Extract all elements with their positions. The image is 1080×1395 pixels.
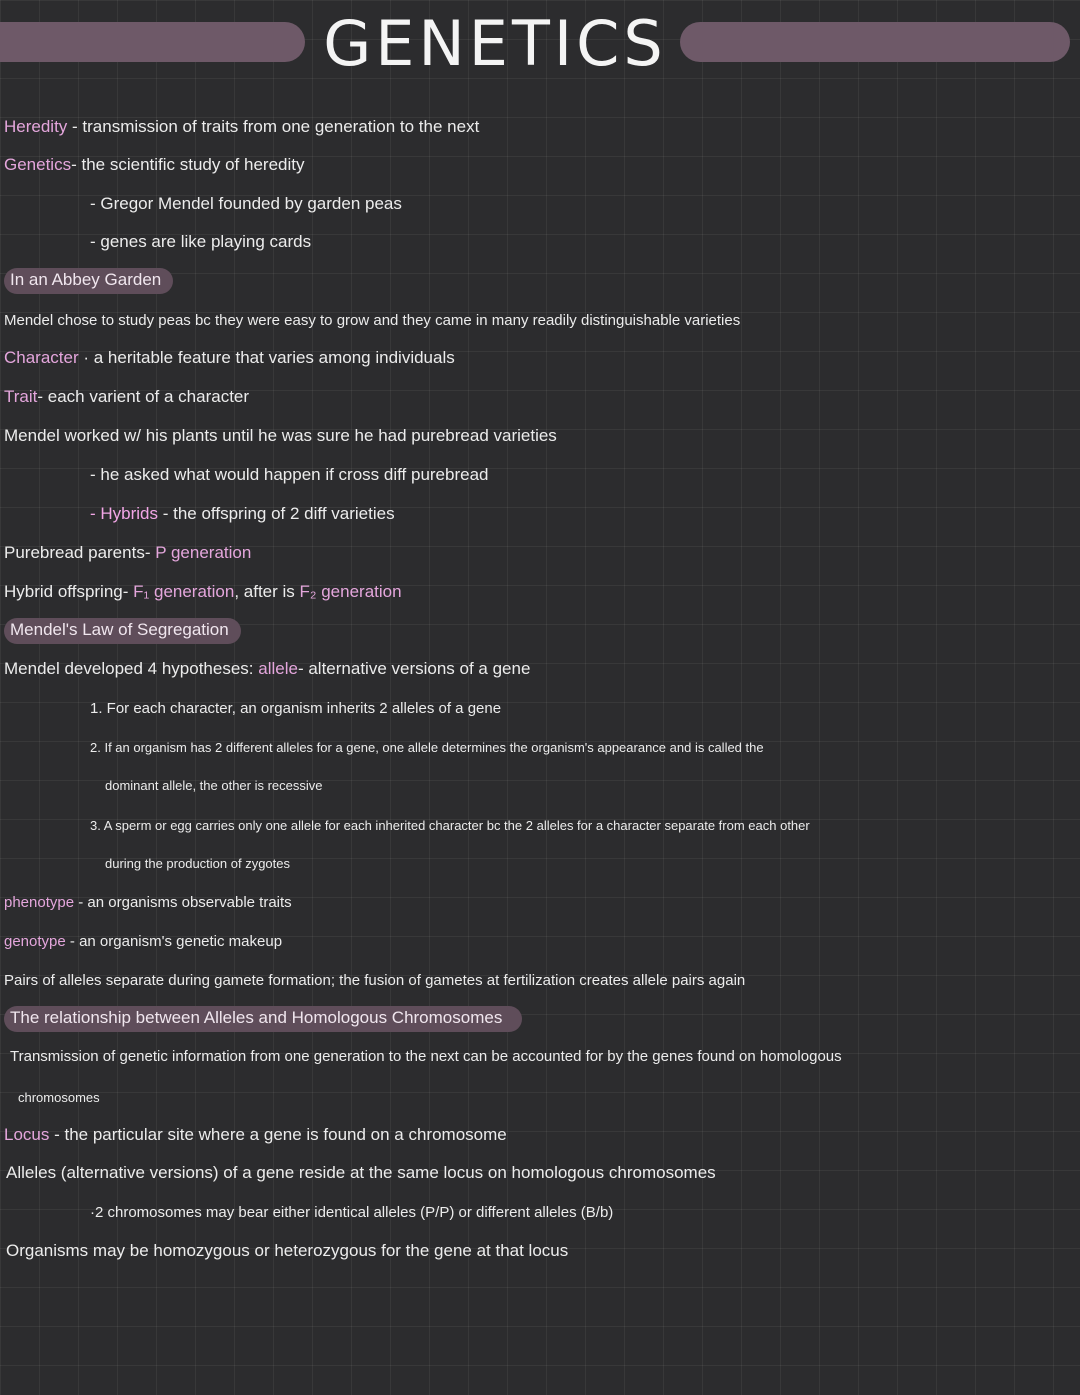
abbey-heading: In an Abbey Garden	[4, 268, 173, 294]
hypotheses-line	[4, 658, 530, 680]
phenotype-term: phenotype	[4, 894, 75, 911]
f1-generation-term: F₁ generation	[133, 582, 235, 601]
purebread-line	[4, 542, 251, 564]
abbey-heading-line	[4, 268, 173, 294]
heredity-line	[4, 116, 479, 138]
trait-term: Trait	[4, 387, 38, 406]
genetics-definition: - the scientific study of heredity	[71, 155, 305, 174]
phenotype-line	[4, 892, 292, 914]
title-banner-left	[0, 22, 305, 62]
hypotheses-text: Mendel developed 4 hypotheses:	[4, 659, 259, 678]
allele-term: allele	[258, 659, 298, 678]
segregation-heading: Mendel's Law of Segregation	[4, 618, 241, 644]
genotype-line	[4, 931, 282, 953]
he-asked-line: - he asked what would happen if cross diff purebread	[90, 465, 489, 484]
p-generation-term: P generation	[155, 543, 252, 562]
mendel-chose-line: Mendel chose to study peas bc they were easy to grow and they came in many readily distinguishable varieties	[4, 312, 741, 329]
mendel-worked-line: Mendel worked w/ his plants until he was sure he had purebread varieties	[4, 426, 557, 445]
transmission-line-b: chromosomes	[18, 1090, 100, 1105]
hybrids-definition: - the offspring of 2 diff varieties	[158, 504, 395, 523]
genetics-line	[4, 154, 304, 176]
segregation-heading-line	[4, 618, 241, 644]
purebread-text: Purebread parents-	[4, 543, 156, 562]
relationship-heading-line	[4, 1006, 522, 1032]
pairs-line: Pairs of alleles separate during gamete formation; the fusion of gametes at fertilization creates allele pairs again	[4, 972, 746, 989]
heredity-definition: - transmission of traits from one generation to the next	[67, 117, 480, 136]
page-title: GENETICS	[323, 7, 667, 80]
locus-term: Locus	[4, 1125, 50, 1144]
hybrids-line	[90, 503, 395, 525]
organisms-line: Organisms may be homozygous or heterozygous for the gene at that locus	[6, 1241, 569, 1260]
genetics-term: Genetics	[4, 155, 72, 174]
locus-definition: - the particular site where a gene is found on a chromosome	[49, 1125, 507, 1144]
character-term: Character	[4, 348, 79, 367]
relationship-heading: The relationship between Alleles and Homologous Chromosomes	[4, 1006, 522, 1032]
genotype-definition: - an organism's genetic makeup	[65, 933, 283, 950]
title-banner-right	[680, 22, 1070, 62]
hybrid-offspring-line	[4, 581, 402, 603]
character-definition: · a heritable feature that varies among individuals	[78, 348, 455, 367]
hypothesis-2a: 2. If an organism has 2 different alleles for a gene, one allele determines the organism's appearance and is called the	[90, 740, 764, 755]
heredity-term: Heredity	[4, 117, 68, 136]
hybrid-offspring-after: , after is	[234, 582, 300, 601]
trait-definition: - each varient of a character	[37, 387, 250, 406]
genes-cards-line: - genes are like playing cards	[90, 232, 312, 251]
hypothesis-3b: during the production of zygotes	[105, 856, 291, 871]
phenotype-definition: - an organisms observable traits	[74, 894, 292, 911]
hypothesis-3a: 3. A sperm or egg carries only one allele for each inherited character bc the 2 alleles for a character separate from each other	[90, 818, 810, 833]
allele-definition: - alternative versions of a gene	[297, 659, 531, 678]
mendel-founded-line: - Gregor Mendel founded by garden peas	[90, 194, 402, 213]
f2-generation-term: F₂ generation	[299, 582, 402, 601]
locus-line	[4, 1124, 507, 1146]
hybrid-offspring-text: Hybrid offspring-	[4, 582, 134, 601]
trait-line	[4, 386, 249, 408]
character-line	[4, 347, 455, 369]
alleles-reside-line: Alleles (alternative versions) of a gene reside at the same locus on homologous chromosomes	[6, 1163, 716, 1182]
two-chromosomes-line: ·2 chromosomes may bear either identical alleles (P/P) or different alleles (B/b)	[90, 1204, 614, 1221]
transmission-line-a: Transmission of genetic information from one generation to the next can be accounted for by the genes found on homologous	[10, 1048, 842, 1065]
hybrids-term: - Hybrids	[90, 504, 159, 523]
genotype-term: genotype	[4, 933, 66, 950]
hypothesis-2b: dominant allele, the other is recessive	[105, 778, 323, 793]
hypothesis-1: 1. For each character, an organism inherits 2 alleles of a gene	[90, 700, 502, 717]
